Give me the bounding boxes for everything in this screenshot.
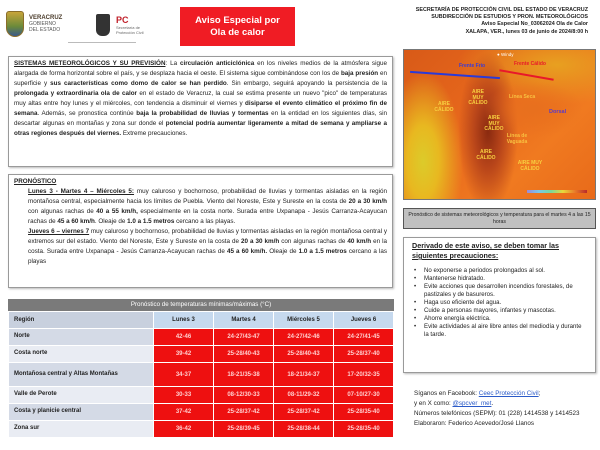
temp-cell: 25-28/40-43 [274, 346, 334, 363]
contact-info [414, 389, 594, 429]
table-row [9, 329, 394, 346]
text: . Sin embargo, seguirá apoyando la persistencia de la [226, 80, 387, 87]
temp-cell: 36-42 [154, 421, 214, 438]
pc-abbr: PC [116, 14, 129, 25]
text: cercano a las playas [28, 248, 387, 265]
authors: Elaboraron: Federico Acevedo/José Llanos [414, 420, 535, 427]
text: con algunas rachas de [279, 238, 348, 245]
temp-cell: 25-28/35-40 [334, 404, 394, 421]
temp-cell: 25-28/39-45 [214, 421, 274, 438]
temperature-table-title: Pronóstico de temperaturas mínimas/máximas (°C) [8, 299, 394, 311]
map-caption: Pronóstico de sistemas meteorológicos y temperatura para el martes 4 a las 15 horas [403, 208, 596, 229]
agency-info [378, 7, 588, 36]
temp-cell: 42-46 [154, 329, 214, 346]
temp-cell: 25-28/38-44 [274, 421, 334, 438]
page-title [180, 7, 295, 46]
pc-line1: Secretaría de [116, 24, 141, 30]
table-row [9, 404, 394, 421]
weather-forecast-map [403, 49, 596, 200]
text: . Además, se pronostica continúe [37, 110, 137, 117]
temp-cell: 24-27/43-47 [214, 329, 274, 346]
phone-numbers: Números telefónicos (SEPM): 01 (228) 1414538 y 1414523 [414, 410, 580, 417]
text-bold: 20 a 30 km/h [241, 238, 280, 245]
temp-cell: 08-12/30-33 [214, 387, 274, 404]
temp-cell: 24-27/42-46 [274, 329, 334, 346]
forecast-section [8, 174, 393, 288]
header [0, 0, 600, 46]
text: en el estado de Veracruz, la cual se estima presente un nuevo "pico" de temperaturas muy altas entre hoy lunes y el miércoles, con tendencia a disminuir el viernes y [14, 90, 387, 107]
proteccion-civil-logo [96, 12, 156, 38]
precautions-list [412, 267, 587, 339]
temp-cell: 34-37 [154, 363, 214, 387]
temp-cell: 17-20/32-35 [334, 363, 394, 387]
column-header: Miércoles 5 [274, 312, 334, 329]
region-cell: Montañosa central y Altas Montañas [9, 363, 154, 387]
text: . [491, 400, 494, 407]
veracruz-government-logo [6, 10, 76, 38]
text-bold: 40 km/h [347, 238, 372, 245]
table-row [9, 421, 394, 438]
temp-cell: 25-28/37-42 [214, 404, 274, 421]
text-bold: 45 a 60 km/h. [226, 248, 268, 255]
text: muy caluroso y bochornoso, probabilidad de lluvias y tormentas aisladas en la región montañosa central, especialmente hacia los límites de Puebla. Viento del Noreste, Este y Sureste en la costa de [28, 188, 388, 205]
bulletin-number: Aviso Especial No_03062024 Ola de Calor [481, 21, 588, 28]
region-cell: Costa norte [9, 346, 154, 363]
veracruz-shield-icon [6, 11, 24, 37]
map-label-dorsal: Dorsal [549, 109, 567, 115]
column-header: Jueves 6 [334, 312, 394, 329]
text-bold: 45 a 60 km/h [57, 218, 95, 225]
temp-cell: 07-10/27-30 [334, 387, 394, 404]
temp-cell: 18-21/34-37 [274, 363, 334, 387]
table-row [9, 363, 394, 387]
list-item: • Evite actividades al aire libre antes del mediodía y durante la tarde. [412, 323, 587, 339]
logo-veracruz-line3: DEL ESTADO [29, 27, 61, 33]
text-bold: potencial podría aumentar ligeramente a mitad de semana y ampliarse a otras regiones después del viernes. [14, 120, 387, 137]
x-link[interactable]: @spcver_met [452, 400, 492, 407]
text: . Oleaje de [94, 218, 128, 225]
text: en superficie y [14, 70, 387, 87]
text: con algunas rachas de [28, 208, 97, 215]
temp-cell: 25-28/40-43 [214, 346, 274, 363]
forecast-days: Jueves 6 – viernes 7 [28, 228, 90, 235]
pc-line2: Protección Civil [116, 29, 144, 35]
text-bold: baja presión [340, 70, 379, 77]
list-item: • Mantenerse hidratado. [412, 275, 587, 283]
text-bold: baja la probabilidad de lluvias y tormentas [136, 110, 269, 117]
map-label-aire-muy-calido: AIRE MUY CÁLIDO [468, 89, 488, 106]
logo-veracruz-line2: GOBIERNO [29, 21, 56, 27]
column-header: Martes 4 [214, 312, 274, 329]
section-heading: PRONÓSTICO [14, 178, 57, 185]
text: especialmente en la costa norte. Surada entre Uxpanapa - Jesús Carranza-Acayucan rachas de [28, 208, 387, 225]
region-cell: Costa y planicie central [9, 404, 154, 421]
text-bold: sus características como domo de calor se han perdido [50, 80, 227, 87]
temp-cell: 37-42 [154, 404, 214, 421]
facebook-link[interactable]: Ceec Protección Civil [478, 390, 539, 397]
temp-cell: 18-21/35-38 [214, 363, 274, 387]
text-bold: disiparse el evento climático el próximo fin de semana [14, 100, 388, 117]
text: : La [165, 60, 180, 67]
divider [68, 42, 136, 43]
bulletin-date: XALAPA, VER., lunes 03 de junio de 2024/8:00 h [465, 28, 588, 35]
table-row [9, 387, 394, 404]
text: ; [538, 390, 541, 397]
text-bold: 20 a 30 km/h [348, 198, 387, 205]
temp-cell: 25-28/37-40 [334, 346, 394, 363]
text: Oleaje de [267, 248, 299, 255]
agency-line1: SECRETARÍA DE PROTECCIÓN CIVIL DEL ESTADO DE VERACRUZ [415, 7, 588, 13]
temp-cell: 25-28/35-40 [334, 421, 394, 438]
temp-cell: 08-11/29-32 [274, 387, 334, 404]
text: cercano a las playas. [174, 218, 236, 225]
windy-watermark: ● Windy [497, 52, 514, 57]
region-cell: Zona sur [9, 421, 154, 438]
list-item: • Evite acciones que desarrollen incendios forestales, de pastizales y de basureros. [412, 283, 587, 299]
agency-line2: SUBDIRECCIÓN DE ESTUDIOS Y PRON. METEOROLÓGICOS [431, 14, 588, 21]
text: en la costa. Surada entre Uxpanapa - Jesús Carranza-Acayucan rachas de [28, 238, 387, 255]
pc-emblem-icon [96, 14, 110, 36]
map-label-frente-calido: Frente Cálido [514, 61, 546, 67]
section-heading: SISTEMAS METEOROLÓGICOS Y SU PREVISIÓN [14, 60, 166, 67]
text-bold: circulación anticiclónica [179, 60, 255, 67]
temp-cell: 24-27/41-45 [334, 329, 394, 346]
temp-cell: 30-33 [154, 387, 214, 404]
text-bold: prolongada y extraordinaria ola de calor [14, 90, 137, 97]
text-bold: 1.0 a 1.5 metros [127, 218, 175, 225]
map-label-frente-frio: Frente Frío [459, 63, 486, 69]
map-label-linea-vaguada: Línea de Vaguada [506, 133, 528, 145]
weather-systems-section [8, 56, 393, 167]
text: en la entidad en los siguientes días, sin descartar algunas en montañas y zona sur donde el [14, 110, 388, 127]
list-item: • No exponerse a periodos prolongados al sol. [412, 267, 587, 275]
text-bold: 40 a 55 km/h, [96, 208, 138, 215]
text: en los niveles medios de la atmósfera sigue alargada de forma horizontal sobre el país, y se desplaza hacia el oeste. El sistema sigue combinándose con los de [14, 60, 387, 77]
map-label-aire-calido: AIRE CÁLIDO [434, 101, 454, 113]
precautions-title: Derivado de este aviso, se deben tomar las siguientes precauciones: [412, 241, 560, 260]
cold-front-line [410, 71, 500, 79]
title-line1: Aviso Especial por [195, 14, 280, 26]
temperature-table-section [8, 299, 394, 438]
region-cell: Norte [9, 329, 154, 346]
list-item: • Cuide a personas mayores, infantes y mascotas. [412, 307, 587, 315]
temperature-colorbar [527, 190, 587, 193]
table-header-row [9, 312, 394, 329]
map-label-aire-muy-calido: AIRE MUY CÁLIDO [517, 160, 543, 172]
column-header: Región [9, 312, 154, 329]
temp-cell: 39-42 [154, 346, 214, 363]
forecast-paragraph-2 [14, 227, 387, 267]
logo-veracruz-line1: VERACRUZ [29, 15, 63, 21]
map-source: Windy [500, 52, 514, 57]
list-item: • Haga uso eficiente del agua. [412, 299, 587, 307]
temp-cell: 25-28/37-42 [274, 404, 334, 421]
map-label-linea-seca: Línea Seca [509, 94, 536, 100]
text: muy caluroso y bochornoso, probabilidad de lluvias y tormentas aisladas en la región montañosa central y extremos sur del estado. Viento del Noreste, Este y Sureste en la costa de [28, 228, 388, 245]
temperature-table [8, 311, 394, 438]
text-bold: 1.0 a 1.5 metros [298, 248, 347, 255]
map-label-aire-muy-calido: AIRE MUY CÁLIDO [484, 115, 504, 132]
list-item: • Ahorre energía eléctrica. [412, 315, 587, 323]
text: Extreme precauciones. [121, 130, 188, 137]
warm-front-line [499, 69, 554, 81]
text: y en X como: [414, 400, 453, 407]
region-cell: Valle de Perote [9, 387, 154, 404]
forecast-paragraph-1 [14, 187, 387, 227]
title-line2: Ola de calor [210, 26, 265, 38]
table-row [9, 346, 394, 363]
forecast-days: Lunes 3 - Martes 4 – Miércoles 5: [28, 188, 135, 195]
precautions-section [403, 237, 596, 373]
map-label-aire-calido: AIRE CÁLIDO [476, 149, 496, 161]
text: Síganos en Facebook: [414, 390, 479, 397]
column-header: Lunes 3 [154, 312, 214, 329]
